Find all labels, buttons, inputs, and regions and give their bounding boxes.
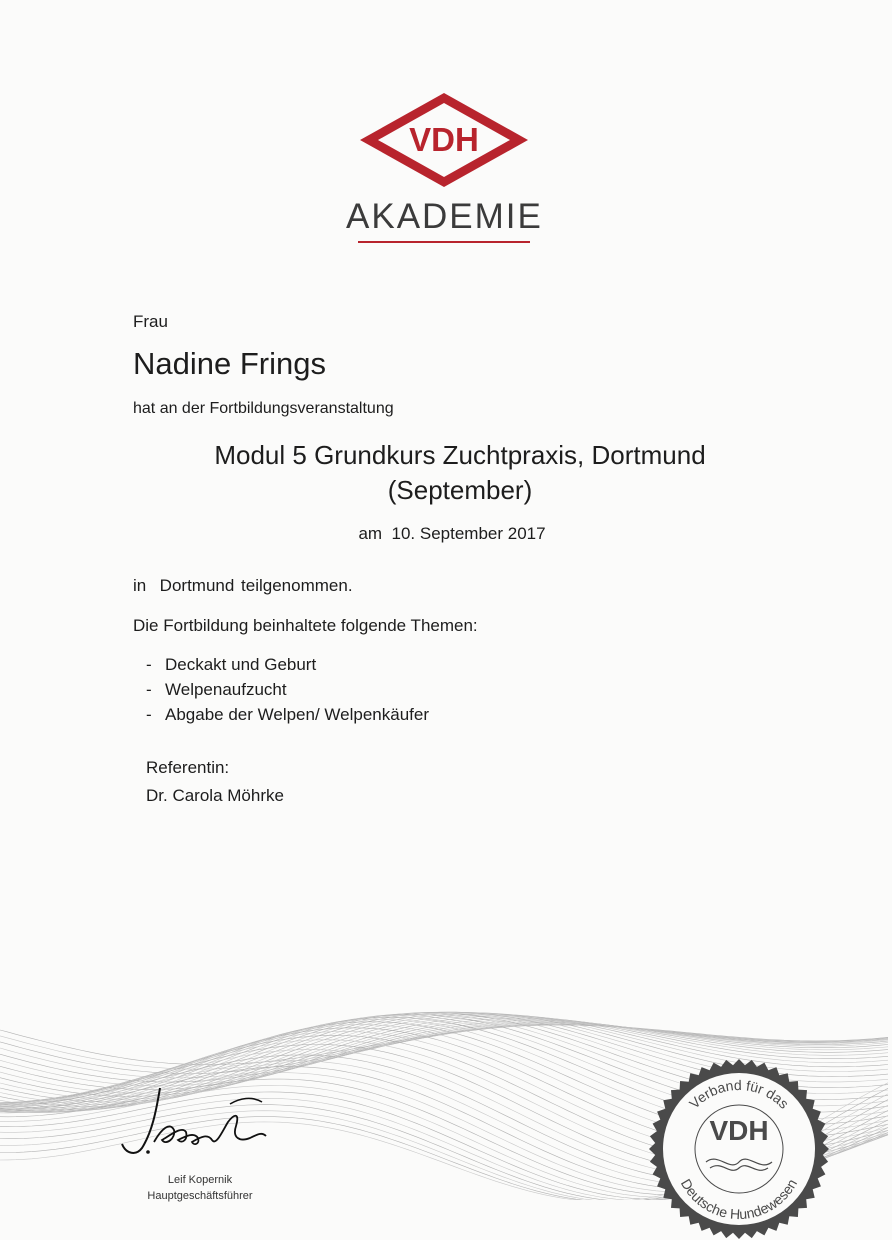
intro-line: hat an der Fortbildungsveranstaltung <box>133 400 394 417</box>
salutation: Frau <box>133 312 168 331</box>
signer-name: Leif Kopernik <box>167 1174 233 1186</box>
logo-mark-text: VDH <box>409 121 479 158</box>
topic-item: - Abgabe der Welpen/ Welpenkäufer <box>146 702 429 727</box>
recipient-name: Nadine Frings <box>133 346 326 381</box>
event-date: am 10. September 2017 <box>358 524 546 543</box>
event-title <box>130 438 790 508</box>
logo-underline <box>358 241 530 243</box>
handwritten-signature <box>112 1082 272 1162</box>
topic-item: - Deckakt und Geburt <box>146 652 429 677</box>
seal-inner-disc <box>663 1073 815 1225</box>
speaker-name: Dr. Carola Möhrke <box>146 786 284 805</box>
logo-subtitle: AKADEMIE <box>346 197 543 236</box>
signer-title: Hauptgeschäftsführer <box>147 1190 253 1202</box>
speaker-label: Referentin: <box>146 758 230 777</box>
topic-item: - Welpenaufzucht <box>146 677 429 702</box>
topic-list <box>146 652 429 727</box>
event-title-line-1: Modul 5 Grundkurs Zuchtpraxis, Dortmund <box>214 440 706 470</box>
event-title-line-2: (September) <box>387 475 533 505</box>
vdh-logo <box>357 90 531 190</box>
location-line: in Dortmund teilgenommen. <box>133 576 353 595</box>
topics-intro: Die Fortbildung beinhaltete folgende Themen: <box>133 616 478 635</box>
seal-ring-text-bottom: Deutsche Hundewesen <box>677 1175 801 1223</box>
vdh-seal <box>648 1058 830 1240</box>
seal-center-text: VDH <box>709 1115 769 1146</box>
seal-ring-text: Verband für das <box>685 1076 793 1112</box>
